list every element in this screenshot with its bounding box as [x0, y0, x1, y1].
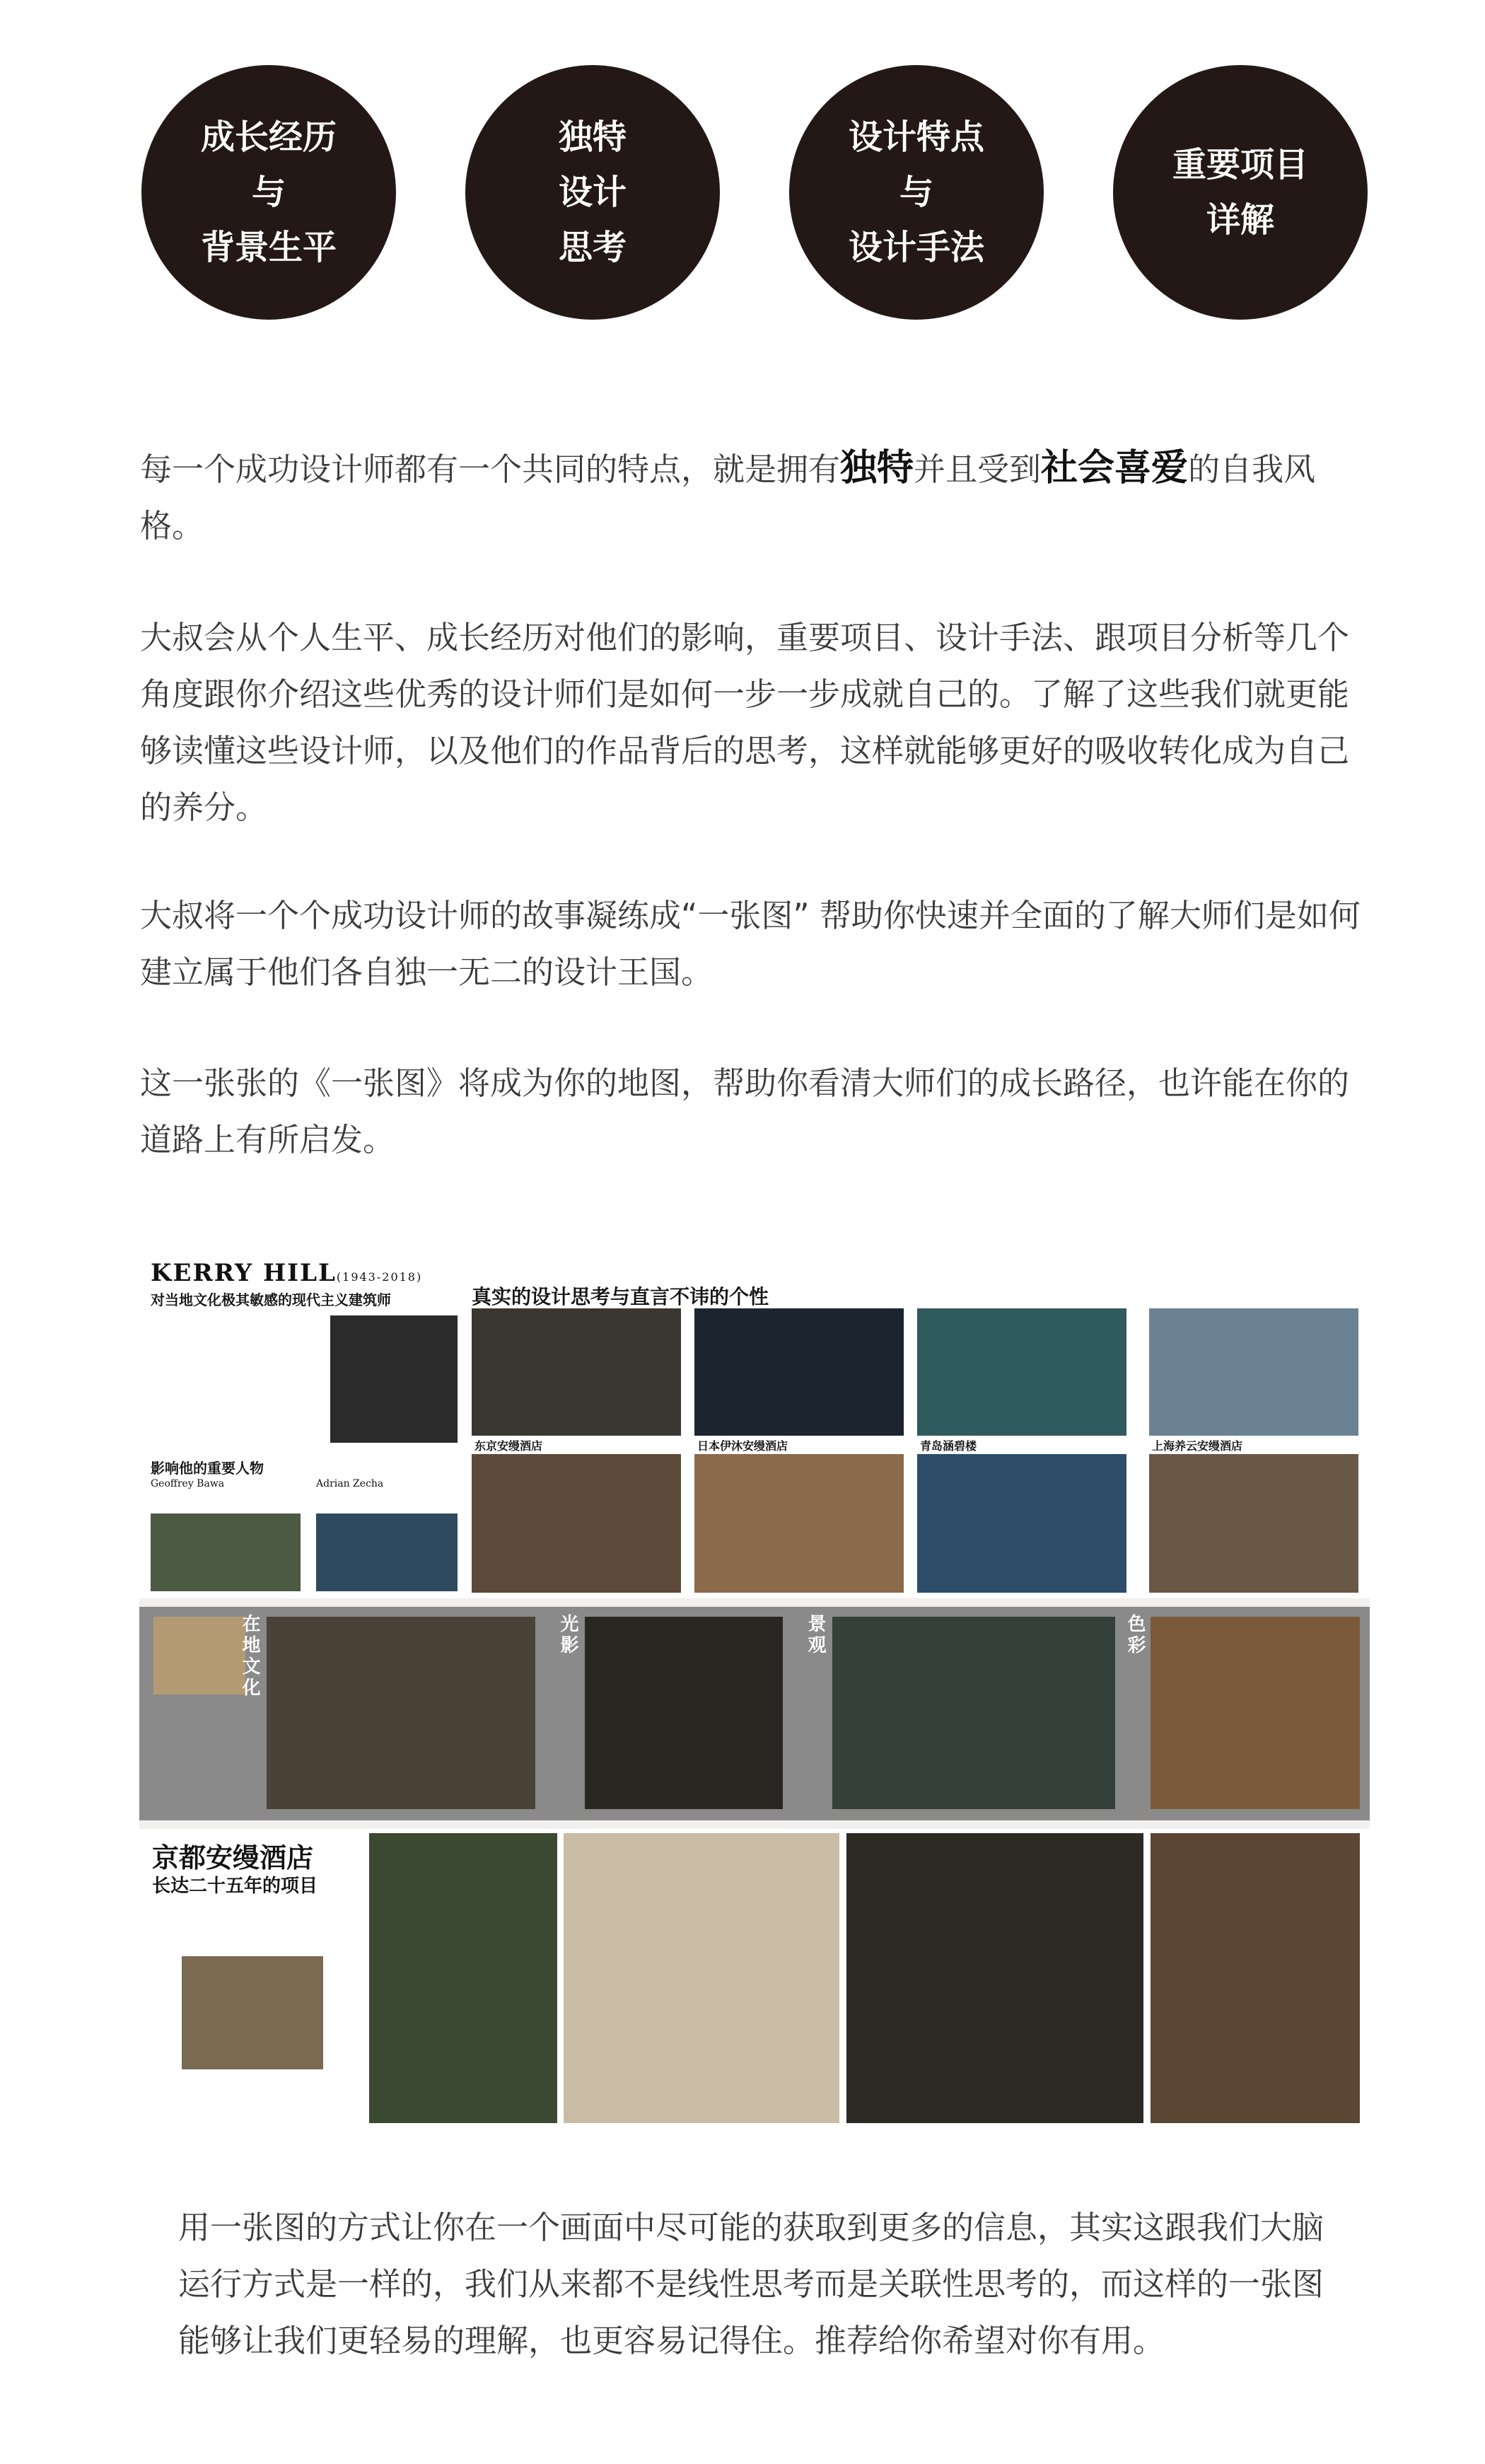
designer-name: KERRY HILL	[151, 1259, 337, 1287]
p1-emphasis-loved: 社会喜爱	[1041, 447, 1189, 489]
hotel-photo	[472, 1308, 681, 1436]
p1-emphasis-unique: 独特	[840, 447, 914, 489]
collage-intro-row	[139, 1245, 1370, 1598]
hotel-photo-grid	[1149, 1454, 1358, 1593]
circle-line: 成长经历	[200, 117, 337, 157]
designer-subtitle: 对当地文化极其敏感的现代主义建筑师	[151, 1291, 391, 1308]
circle-line: 思考	[558, 228, 627, 267]
project-title: 京都安缦酒店	[152, 1842, 314, 1873]
hotel-photo	[917, 1308, 1126, 1436]
project-photo	[846, 1833, 1143, 2123]
designer-years: (1943-2018)	[336, 1270, 423, 1284]
hotel-photo	[694, 1308, 904, 1436]
hotel-label: 东京安缦酒店	[474, 1439, 543, 1453]
p1-text: 并且受到	[914, 451, 1042, 488]
project-photo	[1151, 1833, 1360, 2123]
paragraph-3: 大叔将一个个成功设计师的故事凝练成“一张图” 帮助你快速并全面的了解大师们是如何建立属于他们各自独一无二的设计王国。	[140, 897, 1361, 991]
theme-photo	[153, 1617, 245, 1695]
circle-line: 设计手法	[848, 228, 984, 267]
collage-headline: 真实的设计思考与直言不讳的个性	[472, 1285, 769, 1308]
theme-photo	[832, 1617, 1115, 1809]
circle-line: 设计特点	[848, 117, 984, 157]
theme-label: 在地文化	[239, 1614, 260, 1699]
influence-person-1: Geoffrey Bawa	[151, 1478, 225, 1489]
influence-photo	[151, 1513, 301, 1591]
circle-line: 独特	[558, 117, 627, 157]
circle-line: 详解	[1206, 200, 1274, 240]
circle-line: 设计	[558, 173, 627, 212]
influence-title: 影响他的重要人物	[151, 1460, 264, 1477]
theme-label: 景观	[805, 1614, 826, 1656]
collage-project-row	[139, 1829, 1370, 2129]
paragraph-1	[140, 440, 1370, 554]
p1-text: 的自我风格。	[140, 451, 1316, 545]
portrait-photo	[330, 1315, 458, 1443]
circle-line: 重要项目	[1172, 145, 1308, 185]
project-photo	[369, 1833, 557, 2123]
hotel-photo	[1149, 1308, 1358, 1436]
circle-projects	[1113, 65, 1368, 320]
circle-features	[789, 65, 1044, 320]
theme-photo	[585, 1617, 783, 1809]
paragraph-2: 大叔会从个人生平、成长经历对他们的影响，重要项目、设计手法、跟项目分析等几个角度跟你介绍这些优秀的设计师们是如何一步一步成就自己的。了解了这些我们就更能够读懂这些设计师，以及他们的作品背后的思考，这样就能够更好的吸收转化成为自己的养分。	[140, 619, 1350, 826]
theme-label: 光影	[557, 1614, 578, 1656]
hotel-label: 青岛涵碧楼	[920, 1439, 977, 1453]
paragraph-5: 用一张图的方式让你在一个画面中尽可能的获取到更多的信息，其实这跟我们大脑运行方式是一样的，我们从来都不是线性思考而是关联性思考的，而这样的一张图能够让我们更轻易的理解，也更容易记得住。推荐给你希望对你有用。	[178, 2209, 1324, 2359]
circle-line: 背景生平	[200, 228, 337, 267]
project-map	[564, 1833, 839, 2123]
circle-thinking	[465, 65, 720, 320]
theme-label: 色彩	[1124, 1614, 1146, 1656]
topic-circles	[0, 65, 1485, 334]
hotel-photo-grid	[472, 1454, 681, 1593]
hotel-label: 日本伊沐安缦酒店	[697, 1439, 788, 1453]
influence-person-2: Adrian Zecha	[316, 1478, 384, 1489]
designer-collage	[139, 1245, 1370, 2129]
project-subtitle: 长达二十五年的项目	[152, 1876, 318, 1897]
theme-photo	[1151, 1617, 1360, 1809]
p1-text: 每一个成功设计师都有一个共同的特点，就是拥有	[140, 451, 841, 488]
circle-background	[141, 65, 396, 320]
hotel-label: 上海养云安缦酒店	[1152, 1439, 1243, 1453]
collage-themes-row	[139, 1607, 1370, 1820]
circle-line: 与	[251, 173, 286, 212]
circle-line: 与	[899, 173, 933, 212]
paragraph-4: 这一张张的《一张图》将成为你的地图，帮助你看清大师们的成长路径，也许能在你的道路上有所启发。	[140, 1064, 1350, 1158]
project-photo	[182, 1956, 323, 2069]
hotel-photo-grid	[694, 1454, 904, 1593]
theme-photo	[267, 1617, 535, 1809]
influence-photo	[316, 1513, 458, 1591]
hotel-photo-grid	[917, 1454, 1126, 1593]
